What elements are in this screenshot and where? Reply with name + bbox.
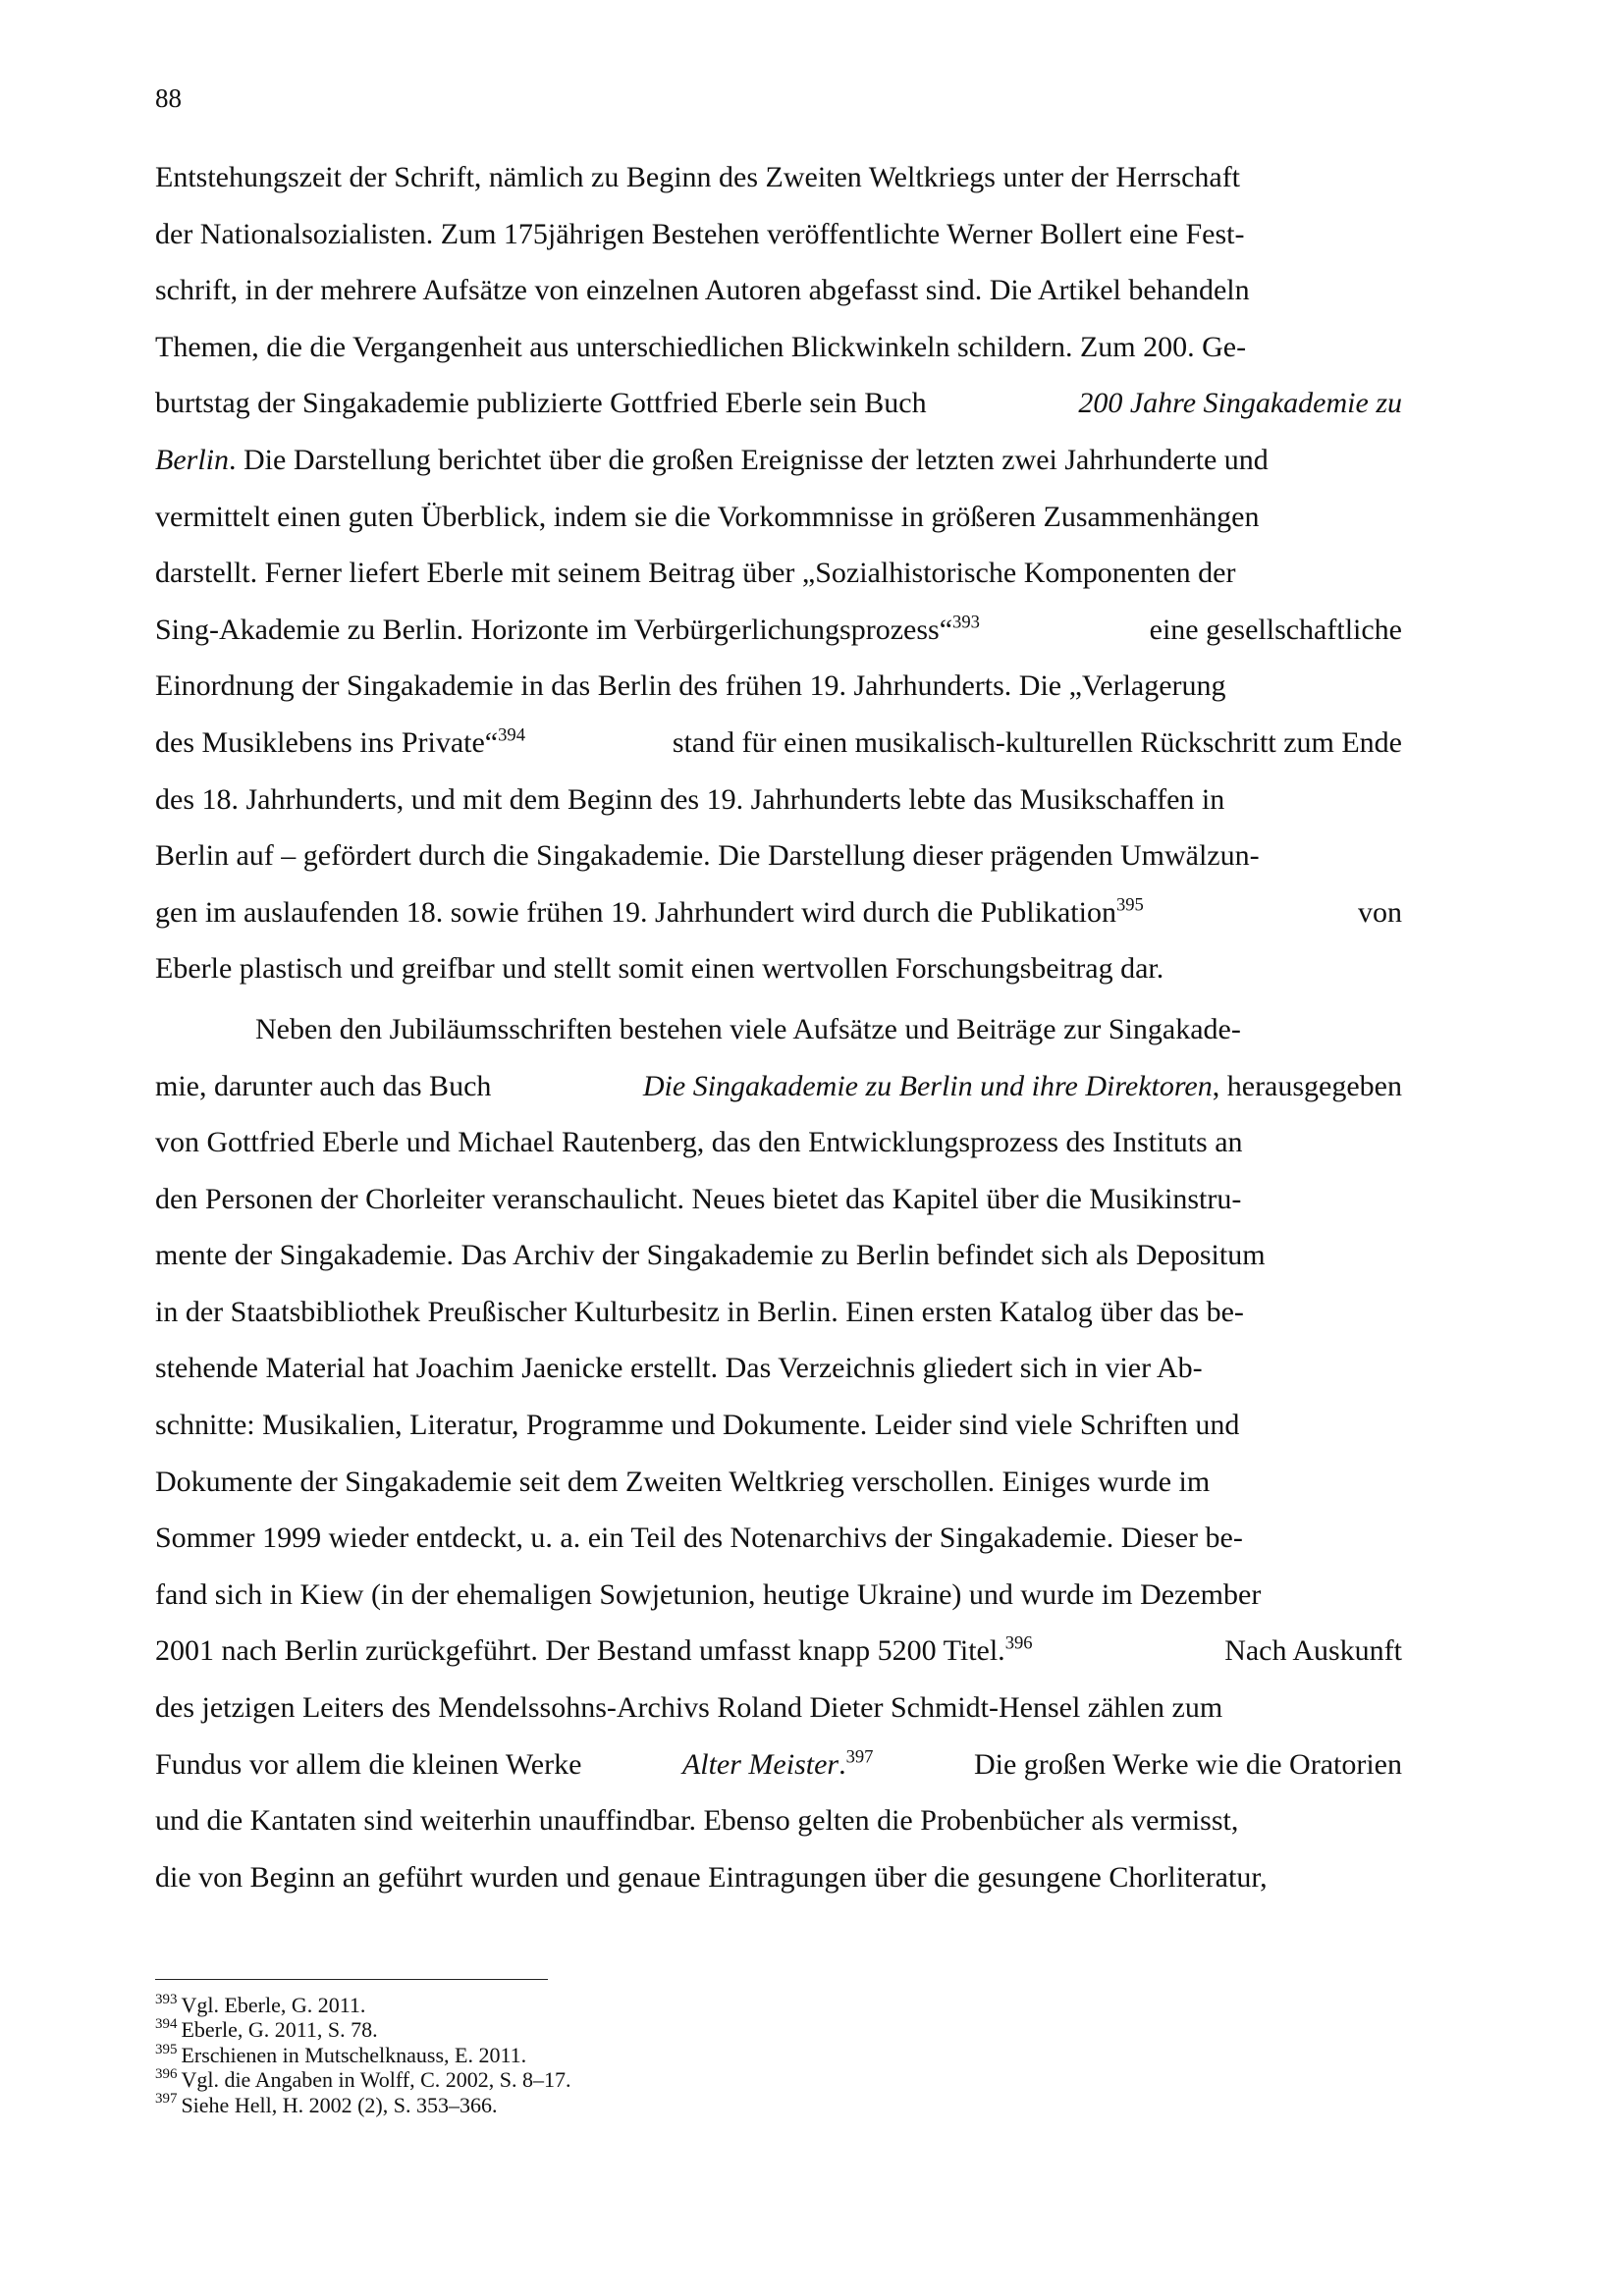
text-line: fand sich in Kiew (in der ehemaligen Sowjetunion, heutige Ukraine) und wurde im Dezember [155,1577,1262,1611]
footnote-ref[interactable]: 397 [845,1746,874,1768]
text-line: des 18. Jahrhunderts, und mit dem Beginn des 19. Jahrhunderts lebte das Musikschaffen in [155,782,1225,816]
footnote-divider [155,1979,548,1980]
text-line: Fundus vor allem die kleinen Werke Alter Meister.$^{397}$ Die großen Werke wie die Oratorien [155,1746,1402,1781]
footnote-number: 395 [155,2041,178,2057]
text-line: Entstehungszeit der Schrift, nämlich zu Beginn des Zweiten Weltkriegs unter der Herrschaft [155,161,1241,193]
text-line: schnitte: Musikalien, Literatur, Programme und Dokumente. Leider sind viele Schriften und [155,1409,1240,1442]
text-line: burtstag der Singakademie publizierte Gottfried Eberle sein Buch 200 Jahre Singakademie zu [155,375,1402,432]
text-line: Dokumente der Singakademie seit dem Zweiten Weltkrieg verschollen. Einiges wurde im [155,1465,1211,1498]
text-line: Berlin. Die Darstellung berichtet über die großen Ereignisse der letzten zwei Jahrhunderte und [155,443,1269,476]
text-line: Neben den Jubiläumsschriften bestehen viele Aufsätze und Beiträge zur Singakade- [255,1012,1241,1045]
footnote-item [155,2017,571,2042]
footnote-text: Eberle, G. 2011, S. 78. [181,2017,378,2043]
footnote-ref[interactable]: 396 [1004,1632,1033,1654]
footnote-ref[interactable]: 393 [952,612,980,633]
footnote-number: 397 [155,2091,178,2108]
footnote-item [155,2067,571,2092]
book-title: 200 Jahre Singakademie zu [1078,387,1402,420]
text-line: und die Kantaten sind weiterhin unauffindbar. Ebenso gelten die Probenbücher als vermisst, [155,1804,1239,1838]
text-line: die von Beginn an geführt wurden und genaue Eintragungen über die gesungene Chorliteratur, [155,1860,1268,1894]
footnote-item [155,1993,571,2017]
book-title: Berlin [155,443,229,476]
footnote-number: 396 [155,2065,178,2082]
text-line: vermittelt einen guten Überblick, indem sie die Vorkommnisse in größeren Zusammenhängen [155,500,1260,533]
text-line: Sommer 1999 wieder entdeckt, u. a. ein Teil des Notenarchivs der Singakademie. Dieser be- [155,1522,1243,1555]
footnotes [155,1993,571,2117]
footnote-text: Vgl. Eberle, G. 2011. [181,1993,366,2017]
text-line: mente der Singakademie. Das Archiv der Singakademie zu Berlin befindet sich als Depositum [155,1239,1266,1272]
text-line: den Personen der Chorleiter veranschaulicht. Neues bietet das Kapitel über die Musikinstru- [155,1182,1242,1215]
text-line: schrift, in der mehrere Aufsätze von einzelnen Autoren abgefasst sind. Die Artikel behandeln [155,274,1250,307]
footnote-ref[interactable]: 394 [498,724,526,746]
text-line: Themen, die die Vergangenheit aus unterschiedlichen Blickwinkeln schildern. Zum 200. Ge- [155,330,1247,363]
text-line: Sing-Akademie zu Berlin. Horizonte im Verbürgerlichungsprozess“$^{393}$ eine gesellschaftliche [155,612,1402,646]
text-line: Berlin auf – gefördert durch die Singakademie. Die Darstellung dieser prägenden Umwälzun- [155,839,1260,873]
book-title: Alter Meister [681,1747,839,1781]
footnote-item [155,2093,571,2117]
footnote-text: Siehe Hell, H. 2002 (2), S. 353–366. [181,2092,498,2117]
text-line: Einordnung der Singakademie in das Berlin des frühen 19. Jahrhunderts. Die „Verlagerung [155,669,1226,703]
footnote-text: Vgl. die Angaben in Wolff, C. 2002, S. 8–17. [181,2067,571,2093]
text-line: 2001 nach Berlin zurückgeführt. Der Bestand umfasst knapp 5200 Titel.$^{396}$ Nach Auskunft [155,1632,1402,1668]
book-title: Die Singakademie zu Berlin und ihre Direktoren [642,1069,1213,1102]
body-text [155,149,1402,1905]
page-number: 88 [155,83,182,113]
text-line: von Gottfried Eberle und Michael Rautenberg, das den Entwicklungsprozess des Instituts an [155,1126,1243,1159]
text-line: Eberle plastisch und greifbar und stellt somit einen wertvollen Forschungsbeitrag dar. [155,952,1164,986]
text-line: darstellt. Ferner liefert Eberle mit seinem Beitrag über „Sozialhistorische Komponenten der [155,557,1236,590]
text-line: stehende Material hat Joachim Jaenicke erstellt. Das Verzeichnis gliedert sich in vier Ab- [155,1352,1203,1385]
text-line: gen im auslaufenden 18. sowie frühen 19. Jahrhundert wird durch die Publikation$^{395}$ von [155,894,1402,929]
footnote-number: 393 [155,1991,178,2007]
text-line: des jetzigen Leiters des Mendelssohns-Archivs Roland Dieter Schmidt-Hensel zählen zum [155,1691,1223,1725]
text-line: der Nationalsozialisten. Zum 175jährigen Bestehen veröffentlichte Werner Bollert eine Fest- [155,217,1245,250]
text-line: mie, darunter auch das Buch Die Singakademie zu Berlin und ihre Direktoren, herausgegeben [155,1069,1402,1102]
footnote-text: Erschienen in Mutschelknauss, E. 2011. [181,2042,527,2067]
text-line: in der Staatsbibliothek Preußischer Kulturbesitz in Berlin. Einen ersten Katalog über das be- [155,1295,1244,1328]
text-line: des Musiklebens ins Private“$^{394}$ stand für einen musikalisch-kulturellen Rückschritt zum Ende [155,724,1402,759]
footnote-ref[interactable]: 395 [1115,894,1144,916]
footnote-item [155,2043,571,2067]
footnote-number: 394 [155,2016,178,2033]
